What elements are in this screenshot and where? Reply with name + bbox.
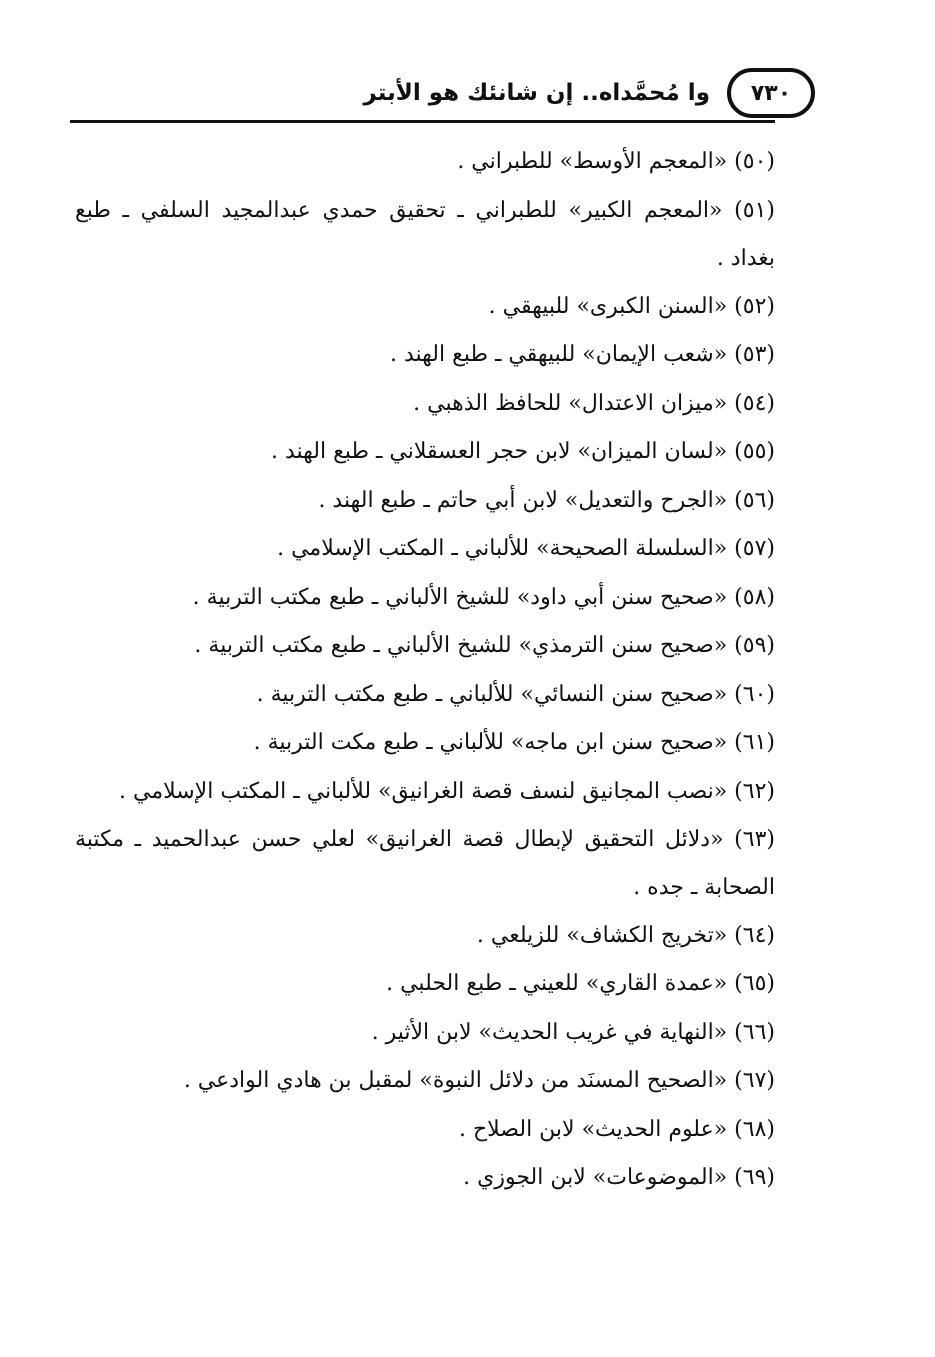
page-header (70, 66, 815, 126)
reference-entry: (٦٥) «عمدة القاري» للعيني ـ طبع الحلبي . (386, 971, 775, 996)
reference-entry: (٥٠) «المعجم الأوسط» للطبراني . (457, 149, 775, 174)
reference-entry: (٥٥) «لسان الميزان» لابن حجر العسقلاني ـ طبع الهند . (270, 439, 775, 464)
reference-entry: (٦٦) «النهاية في غريب الحديث» لابن الأثير . (371, 1019, 775, 1045)
reference-entry: (٥٩) «صحيح سنن الترمذي» للشيخ الألباني ـ طبع مكتب التربية . (194, 633, 775, 658)
reference-entry: (٥٦) «الجرح والتعديل» لابن أبي حاتم ـ طبع الهند . (318, 487, 775, 513)
reference-entry: (٥٤) «ميزان الاعتدال» للحافظ الذهبي . (413, 390, 775, 416)
reference-entry: (٦٠) «صحيح سنن النسائي» للألباني ـ طبع مكتب التربية . (256, 681, 775, 707)
reference-entry: (٦٩) «الموضوعات» لابن الجوزي . (463, 1165, 775, 1190)
reference-entry: (٦٢) «نصب المجانيق لنسف قصة الغرانيق» للألباني ـ المكتب الإسلامي . (119, 778, 775, 804)
reference-entry: (٦٣) «دلائل التحقيق لإبطال قصة الغرانيق» لعلي حسن عبدالحميد ـ مكتبة الصحابة ـ جده . (75, 826, 775, 900)
reference-entry: (٦١) «صحيح سنن ابن ماجه» للألباني ـ طبع مكت التربية . (253, 730, 775, 755)
reference-entry: (٥١) «المعجم الكبير» للطبراني ـ تحقيق حمدي عبدالمجيد السلفي ـ طبع بغداد . (75, 197, 775, 271)
reference-entry: (٦٤) «تخريج الكشاف» للزيلعي . (476, 922, 775, 948)
reference-entry: (٦٨) «علوم الحديث» لابن الصلاح . (458, 1116, 775, 1142)
reference-entry: (٥٣) «شعب الإيمان» للبيهقي ـ طبع الهند . (389, 342, 775, 367)
page-number: ٧٣٠ (727, 68, 815, 118)
running-title: وا مُحمَّداه.. إن شانئك هو الأبتر (363, 80, 710, 106)
reference-entry: (٥٢) «السنن الكبرى» للبيهقي . (488, 293, 775, 319)
reference-entry: (٥٨) «صحيح سنن أبي داود» للشيخ الألباني ـ طبع مكتب التربية . (192, 584, 775, 610)
reference-entry: (٦٧) «الصحيح المسنَد من دلائل النبوة» لمقبل بن هادي الوادعي . (183, 1068, 775, 1093)
header-divider (70, 120, 775, 123)
reference-list (75, 138, 805, 1203)
reference-entry: (٥٧) «السلسلة الصحيحة» للألباني ـ المكتب الإسلامي . (277, 536, 775, 561)
